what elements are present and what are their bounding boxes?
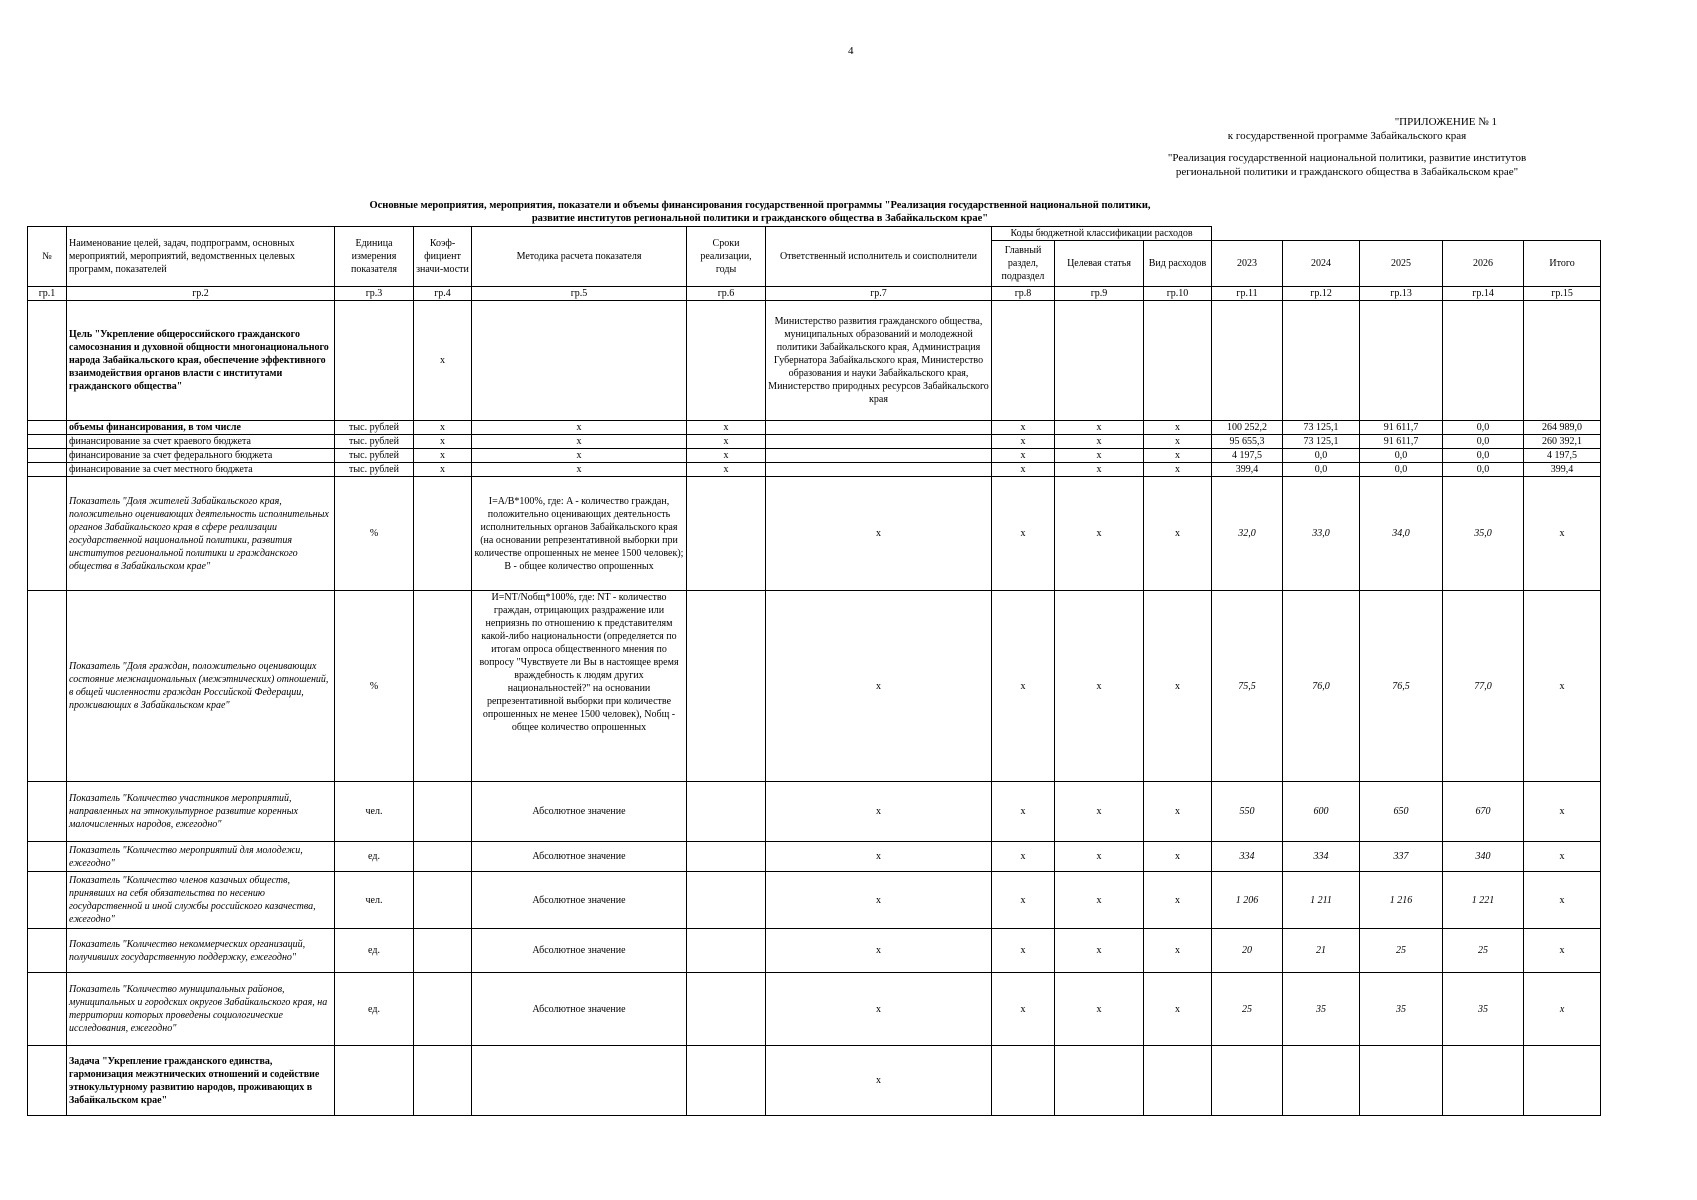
finance-2023: 4 197,5 <box>1212 449 1283 463</box>
indicator-total: x <box>1524 842 1601 872</box>
indicator-2025: 25 <box>1360 929 1443 973</box>
indicator-row <box>28 591 1601 782</box>
header-target: Целевая статья <box>1055 241 1144 287</box>
indicator-2025: 1 216 <box>1360 872 1443 929</box>
finance-unit: тыс. рублей <box>335 463 414 477</box>
indicator-section: x <box>992 591 1055 782</box>
indicator-method: Абсолютное значение <box>472 842 687 872</box>
indicator-2024: 1 211 <box>1283 872 1360 929</box>
indicator-section: x <box>992 872 1055 929</box>
indicator-method: И=NT/Nобщ*100%, где: NT - количество граждан, отрицающих раздражение или неприязнь по отношению к представителям какой-либо национальности (определяется по итогам опроса общественного мнения по вопросу "Чувствуете ли Вы в настоящее время враждебность к людям других национальностей?" на основании репрезентативной выборки при количестве опрошенных не менее 1500 человек), Nобщ - общее количество опрошенных <box>472 591 687 782</box>
indicator-2025: 34,0 <box>1360 477 1443 591</box>
finance-expense: x <box>1144 435 1212 449</box>
goal-name: Цель "Укрепление общероссийского гражданского самосознания и духовной общности многонационального народа Забайкальского края, обеспечение эффективного взаимодействия органов власти с институтами гражданского общества" <box>67 301 335 421</box>
finance-expense: x <box>1144 449 1212 463</box>
group-label: гр.3 <box>335 287 414 301</box>
finance-2026: 0,0 <box>1443 435 1524 449</box>
indicator-total: x <box>1524 782 1601 842</box>
indicator-target: x <box>1055 782 1144 842</box>
finance-coef: x <box>414 449 472 463</box>
indicator-2025: 76,5 <box>1360 591 1443 782</box>
indicator-method: I=A/B*100%, где: A - количество граждан, положительно оценивающих деятельность исполнительных органов Забайкальского края (на основании репрезентативной выборки при количестве опрошенных не менее 1500 человек); B - общее количество опрошенных <box>472 477 687 591</box>
indicator-method: Абсолютное значение <box>472 973 687 1046</box>
finance-coef: x <box>414 463 472 477</box>
finance-section: x <box>992 449 1055 463</box>
indicator-unit: чел. <box>335 782 414 842</box>
indicator-expense: x <box>1144 929 1212 973</box>
indicator-method: Абсолютное значение <box>472 872 687 929</box>
header-expense: Вид расходов <box>1144 241 1212 287</box>
indicator-expense: x <box>1144 872 1212 929</box>
finance-2024: 0,0 <box>1283 449 1360 463</box>
indicator-expense: x <box>1144 842 1212 872</box>
header-2026: 2026 <box>1443 241 1524 287</box>
indicator-2025: 337 <box>1360 842 1443 872</box>
indicator-unit: % <box>335 477 414 591</box>
finance-2023: 399,4 <box>1212 463 1283 477</box>
group-label: гр.2 <box>67 287 335 301</box>
finance-2024: 0,0 <box>1283 463 1360 477</box>
finance-expense: x <box>1144 463 1212 477</box>
indicator-2026: 1 221 <box>1443 872 1524 929</box>
header-unit: Единица измерения показателя <box>335 227 414 287</box>
indicator-executor: x <box>766 842 992 872</box>
indicator-2023: 1 206 <box>1212 872 1283 929</box>
finance-name: финансирование за счет местного бюджета <box>67 463 335 477</box>
indicator-unit: чел. <box>335 872 414 929</box>
indicator-expense: x <box>1144 973 1212 1046</box>
indicator-expense: x <box>1144 591 1212 782</box>
finance-2024: 73 125,1 <box>1283 435 1360 449</box>
finance-method: x <box>472 421 687 435</box>
header-num: № <box>28 227 67 287</box>
indicator-name: Показатель "Количество членов казачьих обществ, принявших на себя обязательства по несению государственной и иной службы российского казачества, ежегодно" <box>67 872 335 929</box>
finance-2026: 0,0 <box>1443 421 1524 435</box>
finance-2023: 95 655,3 <box>1212 435 1283 449</box>
header-coef: Коэф-фициент значи-мости <box>414 227 472 287</box>
finance-total: 260 392,1 <box>1524 435 1601 449</box>
indicator-row <box>28 842 1601 872</box>
finance-coef: x <box>414 421 472 435</box>
indicator-section: x <box>992 973 1055 1046</box>
indicator-2024: 35 <box>1283 973 1360 1046</box>
indicator-2026: 35,0 <box>1443 477 1524 591</box>
indicator-target: x <box>1055 477 1144 591</box>
goal-coef: x <box>414 301 472 421</box>
finance-target: x <box>1055 449 1144 463</box>
header-budget-codes: Коды бюджетной классификации расходов <box>992 227 1212 241</box>
finance-2025: 91 611,7 <box>1360 421 1443 435</box>
indicator-executor: x <box>766 973 992 1046</box>
indicator-2024: 21 <box>1283 929 1360 973</box>
task-executor: x <box>766 1046 992 1116</box>
indicator-unit: ед. <box>335 842 414 872</box>
header-terms: Сроки реализации, годы <box>687 227 766 287</box>
indicator-2026: 35 <box>1443 973 1524 1046</box>
finance-unit: тыс. рублей <box>335 449 414 463</box>
indicator-name: Показатель "Количество мероприятий для молодежи, ежегодно" <box>67 842 335 872</box>
indicator-method: Абсолютное значение <box>472 929 687 973</box>
finance-target: x <box>1055 421 1144 435</box>
indicator-2024: 600 <box>1283 782 1360 842</box>
appendix-header <box>1137 115 1557 179</box>
finance-terms: x <box>687 463 766 477</box>
indicator-2026: 340 <box>1443 842 1524 872</box>
group-label: гр.14 <box>1443 287 1524 301</box>
group-label: гр.15 <box>1524 287 1601 301</box>
header-2024: 2024 <box>1283 241 1360 287</box>
group-label: гр.7 <box>766 287 992 301</box>
title-line: Основные мероприятия, мероприятия, показатели и объемы финансирования государственной программы "Реализация государственной национальной политики, <box>369 200 1151 211</box>
goal-row <box>28 301 1601 421</box>
finance-method: x <box>472 435 687 449</box>
indicator-unit: ед. <box>335 929 414 973</box>
header-total: Итого <box>1524 241 1601 287</box>
indicator-method: Абсолютное значение <box>472 782 687 842</box>
indicator-executor: x <box>766 477 992 591</box>
indicator-2026: 77,0 <box>1443 591 1524 782</box>
finance-row <box>28 435 1601 449</box>
header-blank <box>1212 227 1601 241</box>
finance-section: x <box>992 463 1055 477</box>
finance-row <box>28 463 1601 477</box>
indicator-section: x <box>992 477 1055 591</box>
appendix-line: к государственной программе Забайкальского края <box>1227 130 1467 142</box>
finance-total: 399,4 <box>1524 463 1601 477</box>
indicator-2026: 670 <box>1443 782 1524 842</box>
indicator-section: x <box>992 782 1055 842</box>
indicator-unit: % <box>335 591 414 782</box>
indicator-2023: 32,0 <box>1212 477 1283 591</box>
task-row <box>28 1046 1601 1116</box>
indicator-2025: 650 <box>1360 782 1443 842</box>
indicator-executor: x <box>766 782 992 842</box>
indicator-unit: ед. <box>335 973 414 1046</box>
group-label: гр.8 <box>992 287 1055 301</box>
finance-2026: 0,0 <box>1443 463 1524 477</box>
indicator-total: x <box>1524 973 1601 1046</box>
indicator-target: x <box>1055 929 1144 973</box>
header-executor: Ответственный исполнитель и соисполнители <box>766 227 992 287</box>
indicator-2023: 20 <box>1212 929 1283 973</box>
header-name: Наименование целей, задач, подпрограмм, основных мероприятий, мероприятий, ведомственных целевых программ, показателей <box>67 227 335 287</box>
indicator-expense: x <box>1144 477 1212 591</box>
finance-terms: x <box>687 435 766 449</box>
finance-terms: x <box>687 421 766 435</box>
indicator-executor: x <box>766 872 992 929</box>
finance-2025: 0,0 <box>1360 449 1443 463</box>
group-label: гр.6 <box>687 287 766 301</box>
finance-unit: тыс. рублей <box>335 435 414 449</box>
indicator-name: Показатель "Количество некоммерческих организаций, получивших государственную поддержку, ежегодно" <box>67 929 335 973</box>
header-2025: 2025 <box>1360 241 1443 287</box>
finance-target: x <box>1055 463 1144 477</box>
appendix-line: "Реализация государственной национальной политики, развитие институтов <box>1167 152 1527 164</box>
program-table <box>27 226 1601 1116</box>
indicator-2024: 76,0 <box>1283 591 1360 782</box>
finance-total: 264 989,0 <box>1524 421 1601 435</box>
finance-terms: x <box>687 449 766 463</box>
group-label: гр.11 <box>1212 287 1283 301</box>
finance-row <box>28 421 1601 435</box>
document-title <box>300 199 1220 225</box>
finance-name: объемы финансирования, в том числе <box>67 421 335 435</box>
indicator-expense: x <box>1144 782 1212 842</box>
indicator-executor: x <box>766 591 992 782</box>
indicator-row <box>28 872 1601 929</box>
indicator-target: x <box>1055 872 1144 929</box>
indicator-name: Показатель "Количество участников мероприятий, направленных на этнокультурное развитие коренных малочисленных народов, ежегодно" <box>67 782 335 842</box>
finance-2025: 91 611,7 <box>1360 435 1443 449</box>
page-number: 4 <box>848 45 854 57</box>
group-label: гр.10 <box>1144 287 1212 301</box>
goal-executor: Министерство развития гражданского общества, муниципальных образований и молодежной политики Забайкальского края, Администрация Губернатора Забайкальского края, Министерство образования и науки Забайкальского края, Министерство природных ресурсов Забайкальского края <box>766 301 992 421</box>
finance-unit: тыс. рублей <box>335 421 414 435</box>
indicator-2024: 334 <box>1283 842 1360 872</box>
indicator-row <box>28 782 1601 842</box>
indicator-section: x <box>992 929 1055 973</box>
group-label: гр.13 <box>1360 287 1443 301</box>
indicator-target: x <box>1055 591 1144 782</box>
finance-section: x <box>992 421 1055 435</box>
indicator-2026: 25 <box>1443 929 1524 973</box>
indicator-2023: 550 <box>1212 782 1283 842</box>
header-2023: 2023 <box>1212 241 1283 287</box>
finance-section: x <box>992 435 1055 449</box>
group-label: гр.1 <box>28 287 67 301</box>
task-name: Задача "Укрепление гражданского единства, гармонизация межэтнических отношений и содействие этнокультурному развитию народов, проживающих в Забайкальском крае" <box>67 1046 335 1116</box>
header-method: Методика расчета показателя <box>472 227 687 287</box>
group-label: гр.4 <box>414 287 472 301</box>
finance-coef: x <box>414 435 472 449</box>
finance-target: x <box>1055 435 1144 449</box>
finance-method: x <box>472 449 687 463</box>
indicator-row <box>28 477 1601 591</box>
finance-row <box>28 449 1601 463</box>
indicator-2023: 75,5 <box>1212 591 1283 782</box>
indicator-executor: x <box>766 929 992 973</box>
title-line: развитие институтов региональной политики и гражданского общества в Забайкальском крае" <box>531 213 989 224</box>
indicator-name: Показатель "Доля граждан, положительно оценивающих состояние межнациональных (межэтнических) отношений, в общей численности граждан Российской Федерации, проживающих в Забайкальском крае" <box>67 591 335 782</box>
indicator-total: x <box>1524 591 1601 782</box>
group-label: гр.9 <box>1055 287 1144 301</box>
finance-2024: 73 125,1 <box>1283 421 1360 435</box>
finance-2026: 0,0 <box>1443 449 1524 463</box>
indicator-target: x <box>1055 842 1144 872</box>
finance-2025: 0,0 <box>1360 463 1443 477</box>
finance-name: финансирование за счет федерального бюджета <box>67 449 335 463</box>
indicator-total: x <box>1524 929 1601 973</box>
appendix-line: региональной политики и гражданского общества в Забайкальском крае" <box>1175 166 1519 178</box>
indicator-row <box>28 929 1601 973</box>
indicator-2023: 334 <box>1212 842 1283 872</box>
indicator-target: x <box>1055 973 1144 1046</box>
indicator-2024: 33,0 <box>1283 477 1360 591</box>
finance-name: финансирование за счет краевого бюджета <box>67 435 335 449</box>
finance-expense: x <box>1144 421 1212 435</box>
indicator-total: x <box>1524 477 1601 591</box>
finance-2023: 100 252,2 <box>1212 421 1283 435</box>
group-label: гр.5 <box>472 287 687 301</box>
indicator-2025: 35 <box>1360 973 1443 1046</box>
header-section: Главный раздел, подраздел <box>992 241 1055 287</box>
indicator-total: x <box>1524 872 1601 929</box>
indicator-name: Показатель "Доля жителей Забайкальского края, положительно оценивающих деятельность исполнительных органов Забайкальского края в сфере реализации государственной национальной политики, развития институтов региональной политики и гражданского общества в Забайкальском крае" <box>67 477 335 591</box>
finance-method: x <box>472 463 687 477</box>
indicator-row <box>28 973 1601 1046</box>
finance-total: 4 197,5 <box>1524 449 1601 463</box>
group-label: гр.12 <box>1283 287 1360 301</box>
indicator-name: Показатель "Количество муниципальных районов, муниципальных и городских округов Забайкальского края, на территории которых проведены социологические исследования, ежегодно" <box>67 973 335 1046</box>
indicator-2023: 25 <box>1212 973 1283 1046</box>
appendix-line: "ПРИЛОЖЕНИЕ № 1 <box>1394 116 1497 128</box>
indicator-section: x <box>992 842 1055 872</box>
